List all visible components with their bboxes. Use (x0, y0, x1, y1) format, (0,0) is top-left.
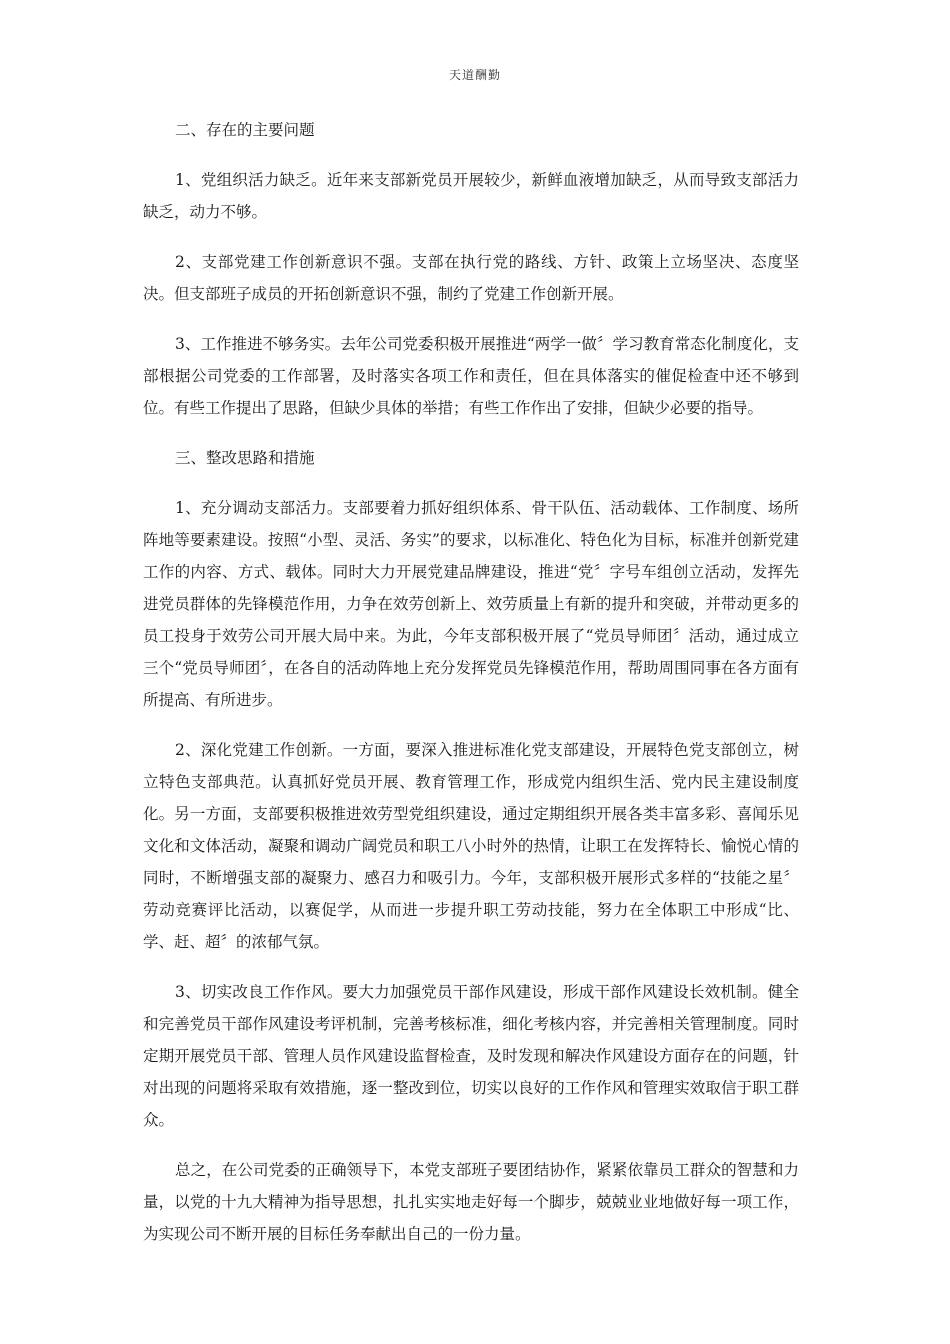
problem-paragraph-2: 2、支部党建工作创新意识不强。支部在执行党的路线、方针、政策上立场坚决、态度坚决。但支部班子成员的开拓创新意识不强，制约了党建工作创新开展。 (143, 253, 799, 303)
document-body (143, 114, 799, 1268)
measure-paragraph-3: 3、切实改良工作作风。要大力加强党员干部作风建设，形成干部作风建设长效机制。健全和完善党员干部作风建设考评机制，完善考核标准，细化考核内容，并完善相关管理制度。同时定期开展党员干部、管理人员作风建设监督检查，及时发现和解决作风建设方面存在的问题，针对出现的问题将采取有效措施，逐一整改到位，切实以良好的工作作风和管理实效取信于职工群众。 (143, 983, 799, 1129)
measure-paragraph-2: 2、深化党建工作创新。一方面，要深入推进标准化党支部建设，开展特色党支部创立，树立特色支部典范。认真抓好党员开展、教育管理工作，形成党内组织生活、党内民主建设制度化。另一方面，支部要积极推进效劳型党组织建设，通过定期组织开展各类丰富多彩、喜闻乐见文化和文体活动，凝聚和调动广阔党员和职工八小时外的热情，让职工在发挥特长、愉悦心情的同时，不断增强支部的凝聚力、感召力和吸引力。今年，支部积极开展形式多样的“技能之星〞劳动竞赛评比活动，以赛促学，从而进一步提升职工劳动技能，努力在全体职工中形成“比、学、赶、超〞的浓郁气氛。 (143, 741, 799, 951)
conclusion-paragraph: 总之，在公司党委的正确领导下，本党支部班子要团结协作，紧紧依靠员工群众的智慧和力量，以党的十九大精神为指导思想，扎扎实实地走好每一个脚步，兢兢业业地做好每一项工作，为实现公司不断开展的目标任务奉献出自己的一份力量。 (143, 1161, 799, 1243)
problem-paragraph-1: 1、党组织活力缺乏。近年来支部新党员开展较少，新鲜血液增加缺乏，从而导致支部活力缺乏，动力不够。 (143, 171, 799, 221)
section-heading-measures: 三、整改思路和措施 (175, 449, 315, 467)
section-heading-problems: 二、存在的主要问题 (175, 121, 315, 139)
problem-paragraph-3: 3、工作推进不够务实。去年公司党委积极开展推进“两学一做〞学习教育常态化制度化，支部根据公司党委的工作部署，及时落实各项工作和责任，但在具体落实的催促检查中还不够到位。有些工作提出了思路，但缺少具体的举措；有些工作作出了安排，但缺少必要的指导。 (143, 335, 799, 417)
page-header: 天道酬勤 (448, 68, 501, 82)
measure-paragraph-1: 1、充分调动支部活力。支部要着力抓好组织体系、骨干队伍、活动载体、工作制度、场所阵地等要素建设。按照“小型、灵活、务实”的要求，以标准化、特色化为目标，标准并创新党建工作的内容、方式、载体。同时大力开展党建品牌建设，推进“党〞字号车组创立活动，发挥先进党员群体的先锋模范作用，力争在效劳创新上、效劳质量上有新的提升和突破，并带动更多的员工投身于效劳公司开展大局中来。为此，今年支部积极开展了“党员导师团〞活动，通过成立三个“党员导师团〞，在各自的活动阵地上充分发挥党员先锋模范作用，帮助周围同事在各方面有所提高、有所进步。 (143, 499, 799, 709)
